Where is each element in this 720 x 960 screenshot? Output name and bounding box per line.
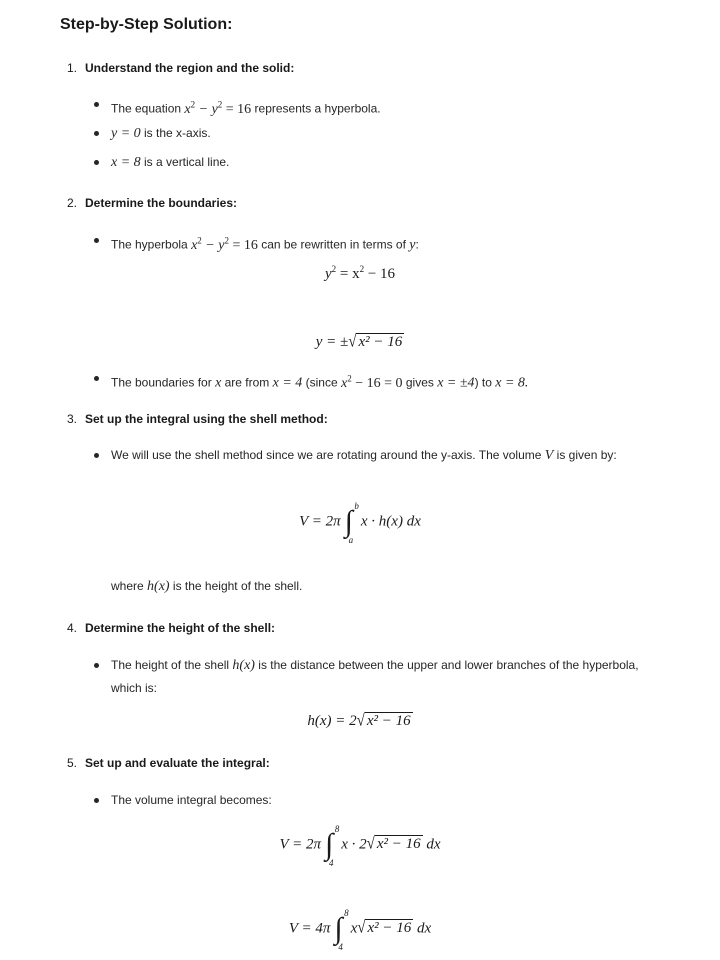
where-note: where h(x) is the height of the shell. <box>111 579 303 594</box>
equation-y-squared: $y^2 = x^2 - 16$ <box>324 264 396 282</box>
step-4-heading <box>67 621 275 635</box>
integral-sign: ∫ b a <box>344 501 359 545</box>
step-title: Set up the integral using the shell method: <box>85 412 328 426</box>
list-item: The hyperbola $x^2 - y^2 = 16$ can be rewritten in terms of y: <box>111 229 641 257</box>
step-5-heading <box>67 756 270 770</box>
integral-sign: ∫ 8 4 <box>334 908 349 952</box>
list-item: The equation $x^2 - y^2 = 16$ represents a hyperbola. <box>111 93 641 121</box>
step-3-heading <box>67 412 328 426</box>
equation-height: h(x) = 2√ x² − 16 <box>307 711 411 731</box>
integral-sign: ∫ 8 4 <box>324 824 340 868</box>
list-item: y = 0 is the x-axis. <box>111 122 641 145</box>
list-item: The height of the shell h(x) is the distance between the upper and lower branches of the hyperbola, which is: <box>111 654 641 700</box>
step-number: 4. <box>67 621 78 635</box>
step-1-heading <box>67 61 294 75</box>
equation-y-plus-minus: y = ±√ x² − 16 <box>315 332 403 352</box>
step-title: Understand the region and the solid: <box>85 61 295 75</box>
page-title: Step-by-Step Solution: <box>60 16 233 33</box>
step-number: 1. <box>67 61 78 75</box>
step-title: Determine the boundaries: <box>85 196 238 210</box>
step-number: 2. <box>67 196 78 210</box>
list-item: We will use the shell method since we are rotating around the y-axis. The volume V is given by: <box>111 444 641 467</box>
step-2-heading <box>67 196 237 210</box>
step-title: Determine the height of the shell: <box>85 621 276 635</box>
step-number: 3. <box>67 412 78 426</box>
step-number: 5. <box>67 756 78 770</box>
equation-shell-volume: V = 2π ∫ b a x · h(x) dx <box>299 501 421 545</box>
list-item: The boundaries for x are from x = 4 (since $x^2 - 16 = 0$ gives x = ±4) to x = 8. <box>111 367 641 395</box>
list-item: x = 8 is a vertical line. <box>111 151 641 174</box>
list-item: The volume integral becomes: <box>111 789 641 812</box>
step-title: Set up and evaluate the integral: <box>85 756 270 770</box>
equation-volume-4pi: V = 4π ∫ 8 4 x√ x² − 16 dx <box>288 908 432 952</box>
equation-volume-2pi: V = 2π ∫ 8 4 x · 2√ x² − 16 dx <box>279 824 441 868</box>
